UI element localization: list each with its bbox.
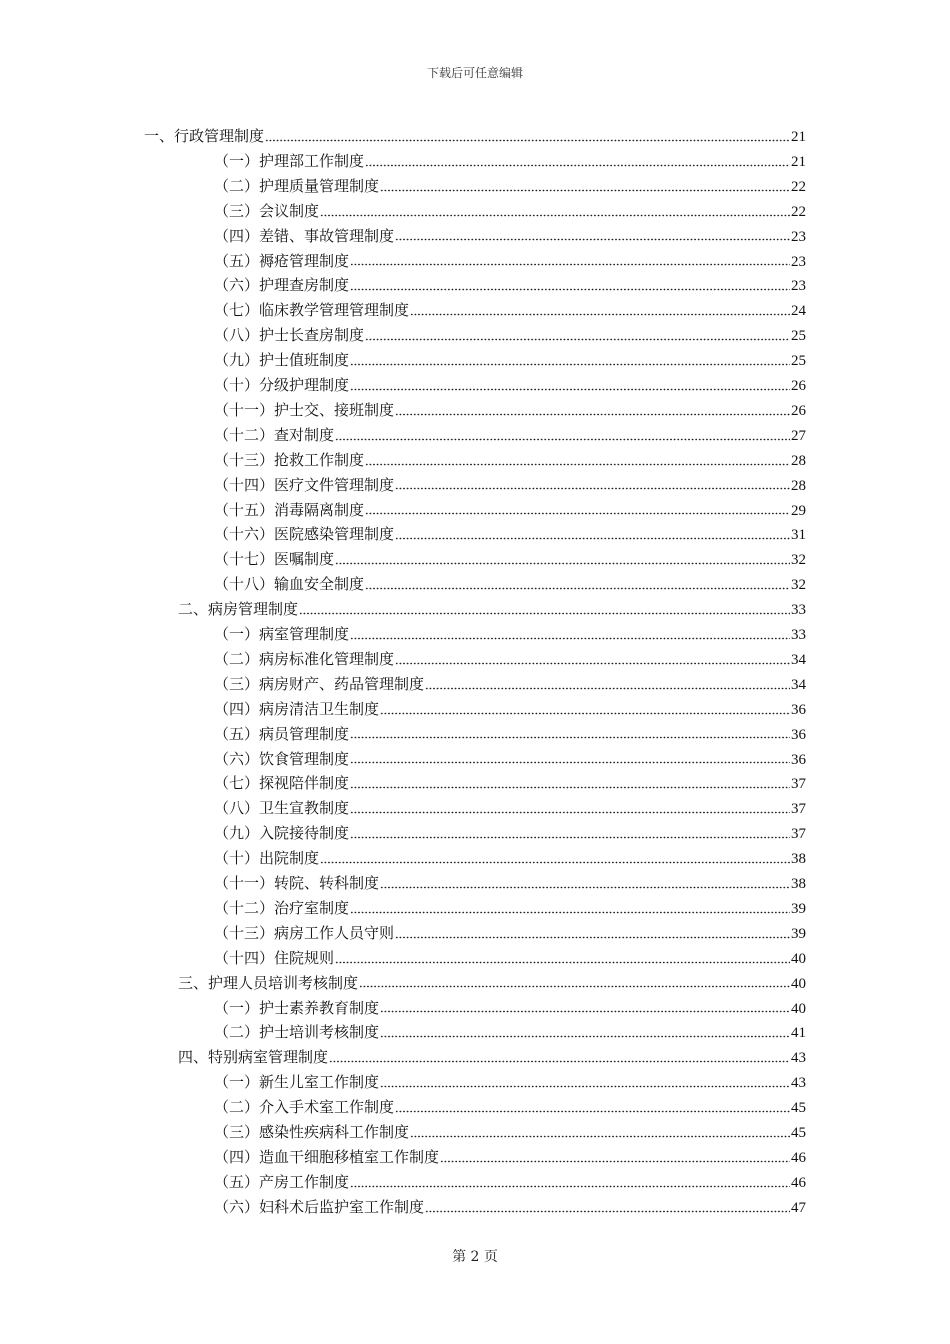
toc-entry-page-number: 47 (791, 1199, 806, 1216)
toc-entry-page-number: 33 (791, 627, 806, 643)
dot-leader (350, 754, 790, 764)
toc-entry-page-number: 31 (791, 527, 806, 544)
dot-leader (320, 854, 790, 864)
toc-entry-page-number: 26 (791, 378, 806, 394)
toc-entry[interactable] (214, 174, 806, 199)
toc-entry[interactable] (214, 672, 806, 697)
toc-entry-title: （二）护士培训考核制度 (214, 1023, 380, 1042)
dot-leader (350, 356, 790, 366)
dot-leader (365, 505, 790, 515)
dot-leader (365, 456, 790, 466)
dot-leader (350, 1178, 790, 1188)
toc-entry-title: （一）护士素养教育制度 (214, 998, 380, 1017)
dot-leader (395, 530, 790, 540)
toc-entry-page-number: 45 (791, 1125, 806, 1141)
toc-entry-page-number: 33 (791, 602, 806, 619)
toc-entry[interactable] (214, 996, 806, 1021)
toc-entry-page-number: 46 (791, 1174, 806, 1191)
dot-leader (410, 1128, 790, 1138)
toc-entry-title: （一）新生儿室工作制度 (214, 1073, 380, 1092)
dot-leader (380, 1028, 790, 1038)
toc-entry[interactable] (214, 423, 806, 448)
toc-entry[interactable] (214, 1095, 806, 1120)
dot-leader (320, 207, 790, 217)
toc-entry[interactable] (178, 971, 806, 996)
toc-entry-title: （一）病室管理制度 (214, 625, 350, 643)
toc-entry-title: （五）病员管理制度 (214, 724, 350, 743)
toc-entry[interactable] (214, 572, 806, 597)
toc-entry[interactable] (214, 697, 806, 722)
toc-entry-page-number: 23 (791, 228, 806, 245)
dot-leader (350, 779, 790, 789)
toc-entry-title: （七）探视陪伴制度 (214, 774, 350, 793)
toc-entry-page-number: 28 (791, 477, 806, 494)
toc-entry[interactable] (214, 323, 806, 348)
toc-entry-title: （六）妇科术后监护室工作制度 (214, 1197, 425, 1216)
toc-entry[interactable] (214, 298, 806, 323)
toc-entry[interactable] (214, 273, 806, 298)
dot-leader (425, 1203, 790, 1213)
dot-leader (350, 804, 790, 814)
dot-leader (329, 1053, 790, 1063)
dot-leader (380, 182, 790, 192)
toc-entry-title: （十一）护士交、接班制度 (214, 400, 395, 419)
toc-entry[interactable] (214, 224, 806, 249)
toc-entry-title: （十四）医疗文件管理制度 (214, 475, 395, 494)
toc-entry[interactable] (214, 547, 806, 572)
toc-entry-title: （五）褥疮管理制度 (214, 251, 350, 270)
toc-entry-title: （四）造血干细胞移植室工作制度 (214, 1147, 440, 1166)
toc-entry[interactable] (214, 1120, 806, 1145)
toc-entry-title: （十三）病房工作人员守则 (214, 923, 395, 942)
toc-entry[interactable] (214, 473, 806, 498)
toc-entry-page-number: 45 (791, 1100, 806, 1117)
dot-leader (350, 281, 790, 291)
toc-entry-title: （十一）转院、转科制度 (214, 874, 380, 892)
toc-entry-page-number: 22 (791, 178, 806, 195)
toc-entry-page-number: 38 (791, 851, 806, 868)
toc-entry-title: （一）护理部工作制度 (214, 151, 365, 170)
toc-entry-page-number: 39 (791, 900, 806, 917)
dot-leader (365, 580, 790, 590)
toc-entry-title: （九）入院接待制度 (214, 824, 350, 843)
toc-entry-title: （九）护士值班制度 (214, 351, 350, 370)
toc-entry-title: （三）感染性疾病科工作制度 (214, 1123, 410, 1141)
toc-entry[interactable] (214, 398, 806, 423)
toc-entry-page-number: 37 (791, 801, 806, 818)
dot-leader (410, 306, 790, 316)
toc-entry[interactable] (178, 1045, 806, 1070)
toc-entry-page-number: 29 (791, 502, 806, 519)
toc-entry[interactable] (214, 1020, 806, 1045)
toc-entry-title: （四）病房清洁卫生制度 (214, 699, 380, 718)
toc-entry[interactable] (214, 373, 806, 398)
toc-entry[interactable] (214, 498, 806, 523)
toc-entry-title: （六）护理查房制度 (214, 276, 350, 295)
dot-leader (350, 904, 790, 914)
toc-entry-page-number: 21 (791, 129, 806, 145)
dot-leader (359, 978, 790, 988)
dot-leader (335, 555, 790, 565)
dot-leader (395, 231, 790, 241)
toc-entry-title: （四）差错、事故管理制度 (214, 226, 395, 245)
toc-entry-title: 四、特别病室管理制度 (178, 1048, 329, 1067)
toc-entry-title: 一、行政管理制度 (144, 127, 265, 145)
dot-leader (335, 431, 790, 441)
toc-entry-title: 三、护理人员培训考核制度 (178, 973, 359, 992)
dot-leader (380, 879, 790, 889)
toc-entry-page-number: 32 (791, 552, 806, 569)
toc-entry-page-number: 26 (791, 402, 806, 419)
page-header: 下载后可任意编辑 (426, 66, 523, 80)
toc-entry-page-number: 37 (791, 776, 806, 793)
toc-entry-page-number: 23 (791, 278, 806, 295)
toc-entry-page-number: 40 (791, 1000, 806, 1017)
dot-leader (350, 256, 790, 266)
toc-entry[interactable] (178, 597, 806, 622)
toc-entry[interactable] (214, 921, 806, 946)
dot-leader (265, 132, 790, 142)
dot-leader (350, 729, 790, 739)
toc-entry-title: （十三）抢救工作制度 (214, 450, 365, 469)
toc-entry-title: （三）会议制度 (214, 201, 320, 220)
toc-entry[interactable] (214, 1145, 806, 1170)
toc-entry[interactable] (214, 348, 806, 373)
toc-entry-page-number: 43 (791, 1075, 806, 1092)
toc-entry-title: （六）饮食管理制度 (214, 749, 350, 768)
toc-entry-page-number: 40 (791, 950, 806, 967)
toc-entry-title: （二）护理质量管理制度 (214, 176, 380, 195)
toc-entry[interactable] (214, 871, 806, 896)
toc-entry-page-number: 22 (791, 203, 806, 220)
toc-entry[interactable] (214, 722, 806, 747)
toc-entry[interactable] (144, 124, 806, 149)
toc-entry[interactable] (214, 896, 806, 921)
dot-leader (350, 829, 790, 839)
dot-leader (395, 406, 790, 416)
toc-entry-title: （八）卫生宣教制度 (214, 799, 350, 818)
toc-entry-title: 二、病房管理制度 (178, 600, 299, 619)
toc-entry-page-number: 23 (791, 253, 806, 270)
dot-leader (380, 1078, 790, 1088)
toc-entry-page-number: 24 (791, 303, 806, 320)
dot-leader (395, 480, 790, 490)
toc-entry-title: （十五）消毒隔离制度 (214, 500, 365, 519)
toc-entry-page-number: 25 (791, 328, 806, 345)
toc-entry-page-number: 37 (791, 826, 806, 843)
toc-entry[interactable] (214, 846, 806, 871)
toc-entry[interactable] (214, 1170, 806, 1195)
dot-leader (350, 630, 790, 640)
dot-leader (380, 705, 790, 715)
toc-entry-page-number: 36 (791, 726, 806, 743)
toc-entry[interactable] (214, 1195, 806, 1220)
toc-entry-page-number: 41 (791, 1025, 806, 1042)
dot-leader (299, 605, 790, 615)
toc-entry-title: （七）临床教学管理管理制度 (214, 301, 410, 320)
toc-entry-page-number: 25 (791, 353, 806, 370)
toc-entry-title: （十二）查对制度 (214, 425, 335, 444)
toc-entry-title: （十七）医嘱制度 (214, 550, 335, 569)
dot-leader (440, 1153, 790, 1163)
toc-entry-page-number: 43 (791, 1050, 806, 1067)
dot-leader (395, 655, 790, 665)
toc-entry-title: （二）介入手术室工作制度 (214, 1098, 395, 1117)
dot-leader (425, 680, 790, 690)
toc-entry-title: （十）出院制度 (214, 849, 320, 868)
toc-entry-title: （八）护士长查房制度 (214, 326, 365, 345)
dot-leader (395, 1103, 790, 1113)
toc-entry-title: （十二）治疗室制度 (214, 898, 350, 917)
dot-leader (380, 1003, 790, 1013)
toc-entry-page-number: 34 (791, 676, 806, 693)
dot-leader (335, 954, 790, 964)
toc-entry-page-number: 34 (791, 651, 806, 668)
dot-leader (365, 157, 790, 167)
toc-entry-page-number: 28 (791, 452, 806, 469)
toc-entry-title: （三）病房财产、药品管理制度 (214, 674, 425, 693)
toc-entry[interactable] (214, 771, 806, 796)
toc-entry-page-number: 36 (791, 751, 806, 768)
toc-entry[interactable] (214, 747, 806, 772)
toc-entry-page-number: 39 (791, 925, 806, 942)
toc-entry-title: （十六）医院感染管理制度 (214, 525, 395, 544)
toc-entry[interactable] (214, 821, 806, 846)
dot-leader (365, 331, 790, 341)
page-number-footer: 第 2 页 (452, 1249, 498, 1265)
toc-entry-page-number: 38 (791, 876, 806, 892)
toc-entry[interactable] (214, 622, 806, 647)
toc-entry-title: （十四）住院规则 (214, 948, 335, 967)
toc-entry-page-number: 32 (791, 577, 806, 594)
toc-entry[interactable] (214, 946, 806, 971)
dot-leader (395, 929, 790, 939)
toc-entry-page-number: 46 (791, 1149, 806, 1166)
toc-entry[interactable] (214, 448, 806, 473)
toc-entry[interactable] (214, 149, 806, 174)
toc-entry[interactable] (214, 249, 806, 274)
toc-entry-page-number: 40 (791, 975, 806, 992)
toc-entry[interactable] (214, 796, 806, 821)
toc-entry[interactable] (214, 1070, 806, 1095)
toc-entry-title: （十）分级护理制度 (214, 376, 350, 394)
toc-entry-page-number: 27 (791, 427, 806, 444)
toc-entry[interactable] (214, 522, 806, 547)
toc-entry[interactable] (214, 647, 806, 672)
toc-entry-page-number: 36 (791, 701, 806, 718)
toc-entry-title: （五）产房工作制度 (214, 1172, 350, 1191)
dot-leader (350, 381, 790, 391)
toc-entry-title: （十八）输血安全制度 (214, 575, 365, 594)
toc-entry[interactable] (214, 199, 806, 224)
toc-entry-page-number: 21 (791, 153, 806, 170)
toc-entry-title: （二）病房标准化管理制度 (214, 649, 395, 668)
